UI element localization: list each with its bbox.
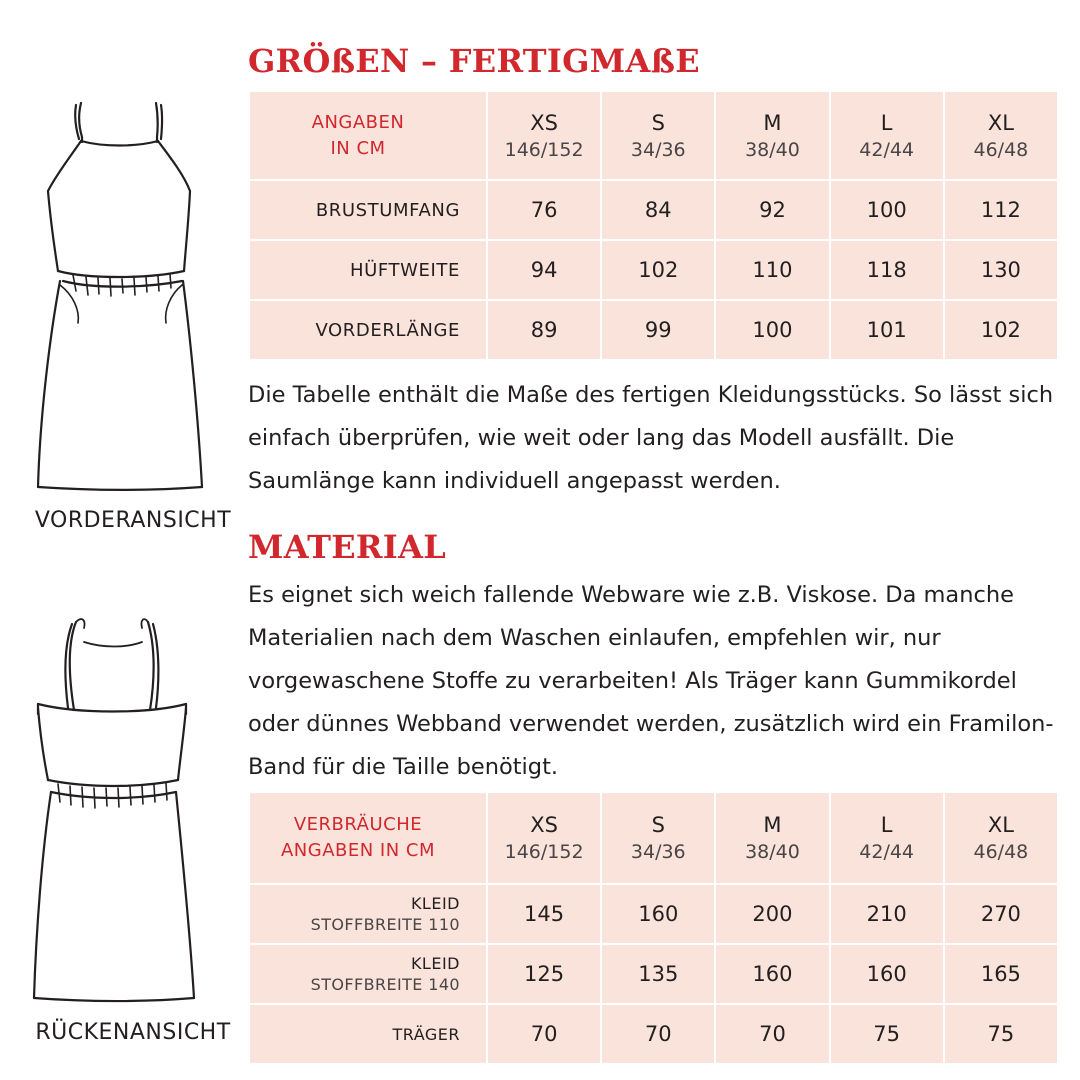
table-cell: 210 bbox=[830, 884, 944, 944]
row-label bbox=[249, 1004, 487, 1064]
size-range: 42/44 bbox=[859, 841, 915, 863]
size-range: 46/48 bbox=[973, 841, 1029, 863]
size-column-header bbox=[830, 792, 944, 884]
corner-label-line2: IN CM bbox=[330, 137, 386, 159]
table-cell: 145 bbox=[487, 884, 601, 944]
table-cell: 118 bbox=[830, 240, 944, 300]
table-cell: 112 bbox=[944, 180, 1058, 240]
corner-label-line2: ANGABEN IN CM bbox=[280, 840, 436, 861]
table-cell: 100 bbox=[830, 180, 944, 240]
size-range: 34/36 bbox=[630, 841, 686, 863]
table-cell: 70 bbox=[601, 1004, 715, 1064]
table-row bbox=[249, 240, 1058, 300]
table-row bbox=[249, 944, 1058, 1004]
size-code: XS bbox=[530, 110, 558, 135]
size-range: 46/48 bbox=[973, 138, 1029, 161]
row-label-sub: STOFFBREITE 140 bbox=[310, 975, 460, 994]
table-row bbox=[249, 1004, 1058, 1064]
table-cell: 75 bbox=[944, 1004, 1058, 1064]
row-label: HÜFTWEITE bbox=[249, 240, 487, 300]
size-column-header bbox=[487, 792, 601, 884]
size-range: 34/36 bbox=[630, 138, 686, 161]
row-label-main: KLEID bbox=[410, 954, 460, 973]
table-cell: 160 bbox=[715, 944, 829, 1004]
table-row bbox=[249, 300, 1058, 360]
row-label bbox=[249, 884, 487, 944]
table-cell: 102 bbox=[944, 300, 1058, 360]
table-cell: 160 bbox=[830, 944, 944, 1004]
size-column-header bbox=[944, 792, 1058, 884]
table-cell: 100 bbox=[715, 300, 829, 360]
size-code: M bbox=[763, 813, 782, 837]
table-header-row bbox=[249, 91, 1058, 180]
table-cell: 75 bbox=[830, 1004, 944, 1064]
size-range: 146/152 bbox=[504, 138, 584, 161]
table-cell: 160 bbox=[601, 884, 715, 944]
table-cell: 125 bbox=[487, 944, 601, 1004]
material-description: Es eignet sich weich fallende Webware wie z.B. Viskose. Da manche Materialien nach dem Waschen einlaufen, empfehlen wir, nur vorgewaschene Stoffe zu verarbeiten! Als Träger kann Gummikordel oder dünnes Webband verwendet werden, zusätzlich wird ein Framilon-Band für die Taille benötigt. bbox=[248, 582, 1054, 780]
table-cell: 70 bbox=[715, 1004, 829, 1064]
row-label: BRUSTUMFANG bbox=[249, 180, 487, 240]
size-range: 38/40 bbox=[745, 841, 800, 863]
table-header-row bbox=[249, 792, 1058, 884]
size-column-header bbox=[715, 792, 829, 884]
table-cell: 135 bbox=[601, 944, 715, 1004]
size-code: XS bbox=[530, 813, 558, 837]
size-code: M bbox=[763, 110, 782, 135]
size-code: S bbox=[651, 813, 665, 837]
front-view-caption: VORDERANSICHT bbox=[34, 508, 232, 533]
row-label-main: KLEID bbox=[410, 894, 460, 913]
size-column-header bbox=[715, 91, 829, 180]
size-range: 146/152 bbox=[504, 841, 584, 863]
size-code: S bbox=[651, 110, 665, 135]
dress-front-drawing bbox=[18, 95, 238, 505]
size-column-header bbox=[830, 91, 944, 180]
sizes-heading: GRÖßEN – FERTIGMAßE bbox=[248, 42, 700, 80]
row-label bbox=[249, 944, 487, 1004]
table-cell: 200 bbox=[715, 884, 829, 944]
size-column-header bbox=[601, 792, 715, 884]
table-cell: 165 bbox=[944, 944, 1058, 1004]
fabric-usage-table bbox=[248, 791, 1059, 1065]
table-row bbox=[249, 180, 1058, 240]
table-corner-label bbox=[249, 792, 487, 884]
front-view-illustration bbox=[18, 95, 238, 533]
sizes-description: Die Tabelle enthält die Maße des fertigen Kleidungsstücks. So lässt sich einfach überprüfen, wie weit oder lang das Modell ausfällt. Die Saumlänge kann individuell angepasst werden. bbox=[248, 382, 1054, 494]
size-column-header bbox=[601, 91, 715, 180]
table-cell: 70 bbox=[487, 1004, 601, 1064]
size-code: L bbox=[880, 813, 893, 837]
row-label-sub: STOFFBREITE 110 bbox=[310, 915, 460, 934]
table-cell: 102 bbox=[601, 240, 715, 300]
size-column-header bbox=[487, 91, 601, 180]
size-code: XL bbox=[987, 110, 1014, 135]
back-view-illustration bbox=[18, 612, 238, 1045]
table-cell: 130 bbox=[944, 240, 1058, 300]
back-view-caption: RÜCKENANSICHT bbox=[35, 1020, 231, 1045]
table-cell: 89 bbox=[487, 300, 601, 360]
corner-label-line1: VERBRÄUCHE bbox=[293, 814, 423, 835]
row-label: VORDERLÄNGE bbox=[249, 300, 487, 360]
table-corner-label bbox=[249, 91, 487, 180]
finished-measurements-table bbox=[248, 90, 1059, 361]
table-cell: 270 bbox=[944, 884, 1058, 944]
material-heading: MATERIAL bbox=[248, 528, 446, 566]
table-cell: 92 bbox=[715, 180, 829, 240]
dress-back-drawing bbox=[18, 612, 238, 1012]
table-cell: 110 bbox=[715, 240, 829, 300]
size-column-header bbox=[944, 91, 1058, 180]
table-cell: 76 bbox=[487, 180, 601, 240]
table-row bbox=[249, 884, 1058, 944]
table-cell: 101 bbox=[830, 300, 944, 360]
table-cell: 99 bbox=[601, 300, 715, 360]
size-code: XL bbox=[987, 813, 1014, 837]
size-range: 42/44 bbox=[859, 138, 915, 161]
size-code: L bbox=[880, 110, 893, 135]
corner-label-line1: ANGABEN bbox=[311, 111, 405, 133]
size-range: 38/40 bbox=[745, 138, 800, 161]
table-cell: 94 bbox=[487, 240, 601, 300]
table-cell: 84 bbox=[601, 180, 715, 240]
row-label-main: TRÄGER bbox=[392, 1024, 460, 1044]
